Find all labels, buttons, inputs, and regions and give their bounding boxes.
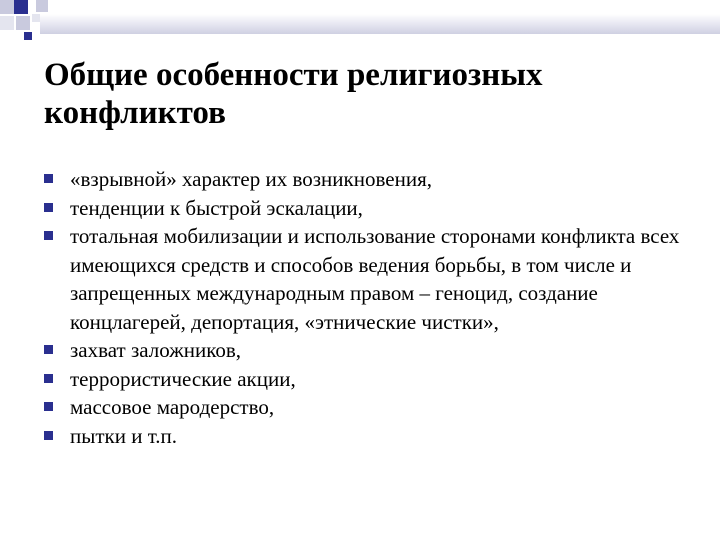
list-item-text: «взрывной» характер их возникновения, [70, 167, 432, 191]
square-bullet-icon [44, 431, 53, 440]
decor-square [36, 0, 48, 12]
square-bullet-icon [44, 402, 53, 411]
decor-square [24, 32, 32, 40]
square-bullet-icon [44, 203, 53, 212]
list-item-text: террористические акции, [70, 366, 296, 391]
decorative-header-band [0, 0, 720, 40]
slide-title: Общие особенности религиозных конфликтов [44, 57, 543, 131]
square-bullet-icon [44, 345, 53, 354]
decor-square [0, 0, 14, 14]
list-item-text: тотальная мобилизации и использование сторонами конфликта всех имеющихся средств и способов ведения борьбы, в том числе и запрещенных международным правом – геноцид, создание концлагерей, депортация, «этнические чистки», [70, 224, 680, 334]
decor-square [14, 0, 28, 14]
square-bullet-icon [44, 231, 53, 240]
square-bullet-icon [44, 174, 53, 183]
list-item-text: тенденции к быстрой эскалации, [70, 195, 363, 220]
list-item [44, 393, 684, 422]
list-item-text: массовое мародерство, [70, 395, 275, 419]
list-item [44, 165, 684, 194]
list-item-text: захват заложников, [70, 338, 242, 362]
decor-square [0, 16, 14, 30]
header-gradient-line [40, 14, 720, 34]
square-bullet-icon [44, 374, 53, 383]
decor-square [32, 14, 40, 22]
list-item-text: пытки и т.п. [70, 423, 178, 448]
list-item [44, 422, 684, 451]
list-item [44, 222, 684, 336]
list-item [44, 365, 684, 394]
decor-square [16, 16, 30, 30]
list-item [44, 336, 684, 365]
bullet-list [44, 165, 684, 450]
list-item [44, 194, 684, 223]
